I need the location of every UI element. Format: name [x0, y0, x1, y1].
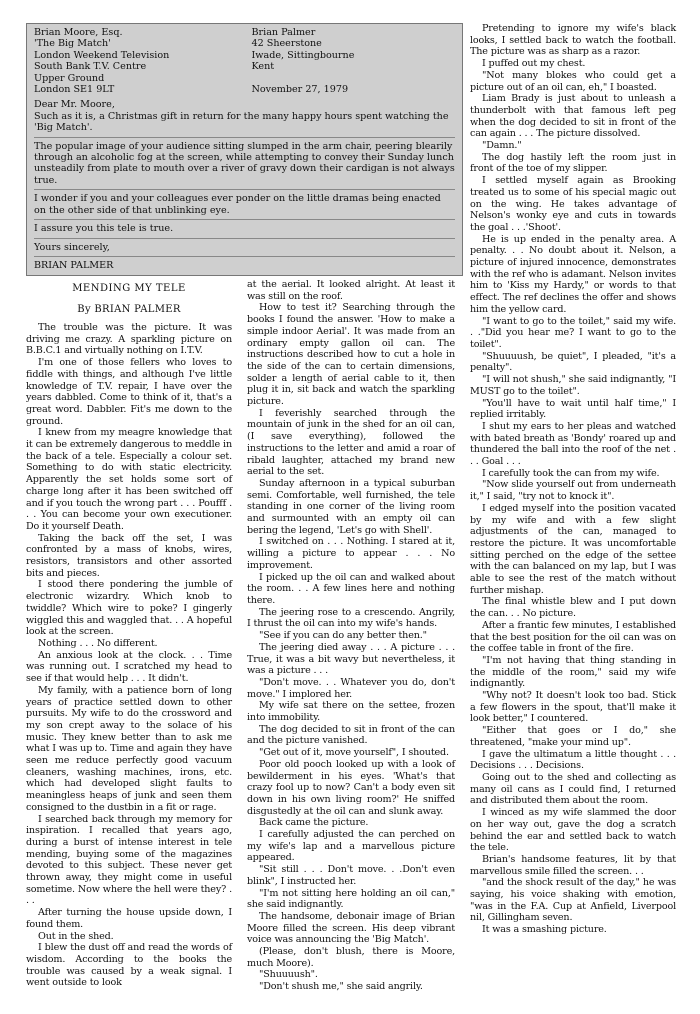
recipient-line: Brian Moore, Esq.	[34, 27, 123, 38]
article-paragraph: I carefully adjusted the can perched on my wife's lap and a marvellous picture appeared.	[247, 829, 455, 864]
article-paragraph: Liam Brady is just about to unleash a thunderbolt with that famous left peg when the dog decided to sit in front of the can again . . . The picture dissolved.	[470, 93, 676, 140]
article-paragraph: Nothing . . . No different.	[38, 637, 158, 649]
article-title: MENDING MY TELE	[72, 283, 186, 294]
article-paragraph: Going out to the shed and collecting as many oil cans as I could find, I returned and distributed them about the room.	[470, 772, 676, 807]
article-paragraph: I'm one of those fellers who loves to fiddle with things, and although I've little knowledge of T.V. repair, I have over the years dabbled. Come to think of it, that's a great word. Dabbler. Fit's me down to the ground.	[26, 357, 232, 427]
letter-divider	[34, 189, 455, 190]
article-paragraph: I searched back through my memory for inspiration. I recalled that years ago, during a burst of intense interest in tele mending, buying some of the magazines devoted to this subject. These never get thrown away, they might come in useful sometime. Now where the hell were they? . . .	[26, 813, 232, 907]
article-paragraph: "Now slide yourself out from underneath it," I said, "try not to knock it".	[470, 479, 676, 503]
article-paragraph: Back came the picture.	[259, 817, 369, 829]
sender-line	[252, 73, 456, 84]
article-paragraph: "Shuuuush".	[259, 969, 318, 981]
article-paragraph: "You'll have to wait until half time," I replied irritably.	[470, 397, 676, 421]
article-paragraph: The dog decided to sit in front of the can and the picture vanished.	[247, 723, 455, 747]
recipient-line: South Bank T.V. Centre	[34, 61, 147, 73]
article-paragraph: I shut my ears to her pleas and watched with bated breath as 'Bondy' roared up and thundered the ball into the roof of the net . . . Goal . . .	[470, 420, 676, 468]
article-column-3	[470, 23, 676, 936]
article-paragraph: The jeering died away . . . A picture . . . True, it was a bit wavy but nevertheless, it was a picture . . .	[247, 641, 455, 677]
letter-divider	[34, 256, 455, 257]
article-paragraph: "I'm not sitting here holding an oil can," she said indignantly.	[247, 887, 455, 911]
article-paragraph: "I'm not having that thing standing in the middle of the room," said my wife indignantly.	[470, 654, 676, 690]
article-paragraph: Poor old pooch looked up with a look of bewilderment in his eyes. 'What's that crazy fool up to now? Can't a body even sit down in his own living room?' He sniffed disgustedly at the oil can and slunk away.	[247, 758, 455, 817]
article-paragraph: "Either that goes or I do," she threatened, "make your mind up".	[470, 725, 676, 748]
article-paragraph: It was a smashing picture.	[482, 924, 607, 936]
recipient-line: London Weekend Television	[34, 49, 170, 61]
recipient-line: London SE1 9LT	[34, 84, 115, 96]
article-paragraph: "See if you can do any better then."	[259, 630, 427, 642]
article-paragraph: I gave the ultimatum a little thought . . . Decisions . . . Decisions.	[470, 748, 676, 772]
article-paragraph: "Why not? It doesn't look too bad. Stick a few flowers in the spout, that'll make it look better," I countered.	[470, 690, 676, 725]
article-paragraph: "Not many blokes who could get a picture out of an oil can, eh," I boasted.	[470, 69, 676, 93]
article-paragraph: I carefully took the can from my wife.	[482, 467, 660, 479]
sender-line: Brian Palmer	[251, 27, 316, 38]
article-paragraph: Brian's handsome features, lit by that marvellous smile filled the screen. . .	[470, 853, 676, 877]
article-paragraph: I stood there pondering the jumble of electronic wizardry. Which knob to twiddle? Which wire to poke? I gingerly wiggled this and waggled that. . . A hopeful look at the screen.	[26, 579, 232, 638]
recipient-line: Upper Ground	[34, 72, 105, 84]
article-paragraph: at the aerial. It looked alright. At least it was still on the roof.	[247, 279, 455, 302]
letter-sender-address	[238, 27, 456, 95]
article-paragraph: Out in the shed.	[38, 930, 114, 942]
article-paragraph: I switched on . . . Nothing. I stared at it, willing a picture to appear . . . No improvement.	[247, 536, 455, 571]
letter-paragraph: I wonder if you and your colleagues ever ponder on the little dramas being enacted on the other side of that unblinking eye.	[34, 193, 441, 216]
letter-signature: BRIAN PALMER	[34, 259, 114, 271]
sender-line: Iwade, Sittingbourne	[251, 49, 355, 61]
letter-box	[26, 23, 463, 276]
recipient-line: 'The Big Match'	[34, 38, 111, 50]
article-paragraph: After a frantic few minutes, I established that the best position for the oil can was on the coffee table in front of the fire.	[470, 619, 676, 655]
article-paragraph: "Don't move. . . Whatever you do, don't move." I implored her.	[247, 676, 455, 700]
article-paragraph: "Damn."	[482, 140, 522, 152]
article-paragraph: (Please, don't blush, there is Moore, much Moore).	[247, 946, 455, 969]
article-paragraph: "I want to go to the toilet," said my wife. . ."Did you hear me? I want to go to the toilet".	[470, 315, 676, 350]
article-paragraph: I edged myself into the position vacated by my wife and with a few slight adjustments of the can, managed to restore the picture. It was uncomfortable sitting perched on the edge of the settee with the can balanced on my lap, but I was able to see the rest of the match without further mishap.	[470, 502, 676, 596]
article-paragraph: The handsome, debonair image of Brian Moore filled the screen. His deep vibrant voice was announcing the 'Big Match'.	[247, 910, 455, 946]
article-paragraph: I puffed out my chest.	[482, 58, 586, 70]
letter-paragraph: I assure you this tele is true.	[34, 223, 174, 235]
article-paragraph: My wife sat there on the settee, frozen into immobility.	[247, 700, 455, 724]
article-paragraph: My family, with a patience born of long years of practice settled down to other pursuits. My wife to do the crossword and my son crept away to the solace of his music. They knew better than to ask me what I was up to. Time and again they have seen me reduce perfectly good vacuum cleaners, washing machines, irons, etc. which had developed slight faults to meaningless heaps of junk and seen them consigned to the dustbin in a fit or rage.	[26, 684, 232, 813]
article-paragraph: Pretending to ignore my wife's black looks, I settled back to watch the football. The picture was as sharp as a razor.	[470, 23, 676, 58]
letter-paragraph: The popular image of your audience sitting slumped in the arm chair, peering blearily through an alcoholic fog at the screen, while attempting to convey their Sunday lunch unsteadily from plate to mouth over a river of gravy down their cardigan is not always true.	[34, 140, 455, 186]
article-paragraph: "I will not shush," she said indignantly, "I MUST go to the toilet".	[470, 374, 676, 397]
article-paragraph: "and the shock result of the day," he was saying, his voice shaking with emotion, "was in the F.A. Cup at Anfield, Liverpool nil, Gillingham seven.	[470, 877, 676, 924]
article-paragraph: "Sit still . . . Don't move. . .Don't even blink", I instructed her.	[247, 864, 455, 887]
letter-paragraph: Such as it is, a Christmas gift in return for the many happy hours spent watching the 'Big Match'.	[34, 110, 449, 134]
article-column-2	[247, 279, 455, 993]
letter-recipient-address	[34, 27, 238, 95]
article-paragraph: Taking the back off the set, I was confronted by a mass of knobs, wires, resistors, transistors and other assorted bits and pieces.	[26, 532, 232, 579]
article-paragraph: Sunday afternoon in a typical suburban semi. Comfortable, well furnished, the tele standing in one corner of the living room and surmounted with an empty oil can bering the legend, 'Let's go with Shell'.	[247, 477, 455, 536]
article-column-1	[26, 322, 232, 989]
letter-divider	[34, 238, 455, 239]
article-paragraph: I knew from my meagre knowledge that it can be extremely dangerous to meddle in the back of a tele. Especially a colour set. Something to do with static electricity. Apparently the set holds some sort of charge long after it has been switched off and if you touch the wrong part . . . Poufff . . . You can become your own executioner. Do it yourself Death.	[26, 427, 232, 532]
article-paragraph: "Don't shush me," she said angrily.	[259, 981, 423, 993]
letter-salutation: Dear Mr. Moore,	[34, 99, 115, 111]
article-paragraph: The trouble was the picture. It was driving me crazy. A sparkling picture on B.B.C.1 and virtually nothing on I.T.V.	[26, 322, 232, 357]
article-paragraph: I picked up the oil can and walked about the room. . . A few lines here and nothing there.	[247, 571, 455, 606]
article-paragraph: I feverishly searched through the mountain of junk in the shed for an oil can, (I save everything), followed the instructions to the letter and amid a roar of ribald laughter, attached my brand new aerial to the set.	[247, 407, 455, 478]
sender-line: Kent	[251, 61, 275, 73]
letter-divider	[34, 219, 455, 220]
letter-closing: Yours sincerely,	[34, 241, 110, 253]
article-paragraph: "Get out of it, move yourself", I shouted.	[259, 747, 449, 759]
article-paragraph: I settled myself again as Brooking treated us to some of his special magic out on the wing. He takes advantage of Nelson's wonky eye and cuts in towards the goal . . .'Shoot'.	[470, 175, 676, 233]
letter-date: November 27, 1979	[251, 84, 349, 96]
letter-header	[34, 27, 455, 95]
article-byline: By BRIAN PALMER	[77, 304, 181, 315]
letter-divider	[34, 137, 455, 138]
article-paragraph: The jeering rose to a crescendo. Angrily, I thrust the oil can into my wife's hands.	[247, 606, 455, 630]
article-paragraph: He is up ended in the penalty area. A penalty. . . No doubt about it. Nelson, a picture of injured innocence, demonstrates with the ref who is adamant. Nelson invites him to 'Kiss my Hardy," or words to that effect. The ref declines the offer and shows him the yellow card.	[470, 233, 676, 315]
article-paragraph: An anxious look at the clock. . . Time was running out. I scratched my head to see if that would help . . . It didn't.	[26, 649, 232, 685]
article-paragraph: "Shuuuush, be quiet", I pleaded, "it's a penalty".	[470, 350, 676, 374]
article-paragraph: How to test it? Searching through the books I found the answer. 'How to make a simple indoor Aerial'. It was made from an ordinary empty gallon oil can. The instructions described how to cut a hole in the side of the can to certain dimensions, solder a length of aerial cable to it, then plug it in, sit back and watch the sparkling picture.	[247, 302, 455, 408]
sender-line: 42 Sheerstone	[251, 38, 322, 50]
article-paragraph: I blew the dust off and read the words of wisdom. According to the books the trouble was caused by a weak signal. I went outside to look	[26, 942, 232, 989]
article-paragraph: The final whistle blew and I put down the can. . . No picture.	[470, 596, 676, 620]
article-paragraph: The dog hastily left the room just in front of the toe of my slipper.	[470, 151, 676, 175]
article-paragraph: After turning the house upside down, I found them.	[26, 907, 232, 930]
article-paragraph: I winced as my wife slammed the door on her way out, gave the dog a scratch behind the ear and settled back to watch the tele.	[470, 807, 676, 854]
